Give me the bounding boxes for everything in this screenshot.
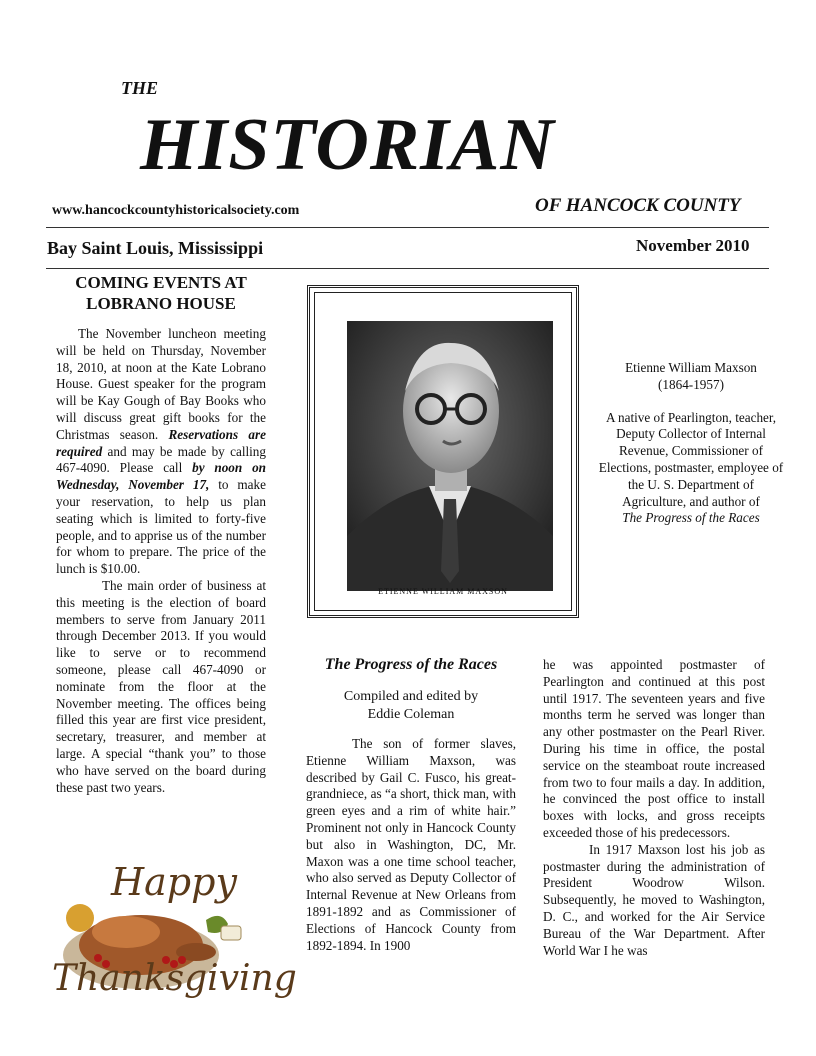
events-text: to make your reservation, to help us plan seating which is limited to forty-five people, and to apprise us of the number for whom to prepare. The price of the lunch is $10.00. <box>56 477 266 577</box>
deadline-text: by noon on Wednesday, November 17, <box>56 460 266 493</box>
article-paragraph: he was appointed postmaster of Pearlington and continued at this post until 1917. The seventeen years and five months term he served was longer than any other postmaster on the Pearl River. During his time in office, the postal service on the steamboat route increased from two to four mails a day. In addition, he convinced the post office to install boxes with locks, and gross receipts exceeded those of his predecessors. <box>543 657 765 840</box>
thanksgiving-word-thanksgiving: Thanksgiving <box>52 958 297 999</box>
portrait-frame <box>307 285 579 618</box>
caption-book-title: The Progress of the Races <box>622 510 760 526</box>
portrait-caption: ETIENNE WILLIAM MAXSON <box>378 587 508 596</box>
location-line: Bay Saint Louis, Mississippi <box>47 238 264 258</box>
article-paragraph: In 1917 Maxson lost his job as postmaster during the administration of President Woodrow Wilson. Subsequently, he moved to Washington, D. C., and worked for the Air Service Bureau of the War Department. After World War I he was <box>543 841 765 958</box>
events-text: and may be made by calling 467-4090. Please call <box>56 443 266 476</box>
events-paragraph-1 <box>56 326 266 578</box>
masthead-subtitle: OF HANCOCK COUNTY <box>535 195 741 216</box>
events-body <box>56 326 266 796</box>
events-paragraph-2: The main order of business at this meeting is the election of board members to serve from January 2011 through December 2013. If you would like to serve or to recommend someone, please call 467-4090 or nominate from the floor at the November meeting. The offices being filled this year are first vice president, secretary, treasurer, and member at large. A special “thank you” to those who have served on the board during these past two years. <box>56 577 266 795</box>
article-title: The Progress of the Races <box>324 656 498 673</box>
article-paragraph: The son of former slaves, Etienne William Maxson, was described by Gail C. Fusco, his great-grandniece, as “a short, thick man, with green eyes and a rim of white hair.” Prominent not only in Hancock County but also in Washington, DC, Mr. Maxon was a one time school teacher, who also served as Deputy Collector of Internal Revenue at New Orleans from 1891-1892 and as Commissioner of Elections of Hancock County from 1892-1894. In 1900 <box>306 736 516 953</box>
byline-compiled: Compiled and edited by <box>343 689 479 704</box>
reservations-required: Reservations are required <box>56 426 266 459</box>
newsletter-title: HISTORIAN <box>140 104 555 186</box>
caption-years: (1864-1957) <box>658 376 724 392</box>
divider-top <box>46 227 769 228</box>
byline-author: Eddie Coleman <box>367 707 455 722</box>
masthead-the: THE <box>121 78 159 98</box>
issue-date: November 2010 <box>636 236 750 255</box>
article-byline <box>306 688 516 724</box>
portrait-photo <box>314 292 572 611</box>
website-url: www.hancockcountyhistoricalsociety.com <box>52 203 300 218</box>
caption-name: Etienne William Maxson <box>625 360 757 375</box>
thanksgiving-clipart <box>46 860 297 1010</box>
events-column <box>56 272 266 796</box>
thanksgiving-word-happy: Happy <box>111 860 237 904</box>
divider-bottom <box>46 268 769 269</box>
caption-description: A native of Pearlington, teacher, Deputy Collector of Internal Revenue, Commissioner of Elections, postmaster, employee of the U. S. Department of Agriculture, and author of <box>598 409 784 509</box>
portrait-image <box>347 321 553 591</box>
portrait-side-caption <box>596 360 786 527</box>
article-body-1 <box>306 736 516 954</box>
article-body-2 <box>543 657 765 959</box>
events-heading: COMING EVENTS AT LOBRANO HOUSE <box>75 273 247 313</box>
article-column-1 <box>306 656 516 954</box>
article-column-2 <box>543 657 765 959</box>
events-text: The November luncheon meeting will be held on Thursday, November 18, 2010, at noon at the Kate Lobrano House. Guest speaker for the program will be Kay Gough of Bay Books who will discuss great gift books for the Christmas season. <box>56 326 266 442</box>
